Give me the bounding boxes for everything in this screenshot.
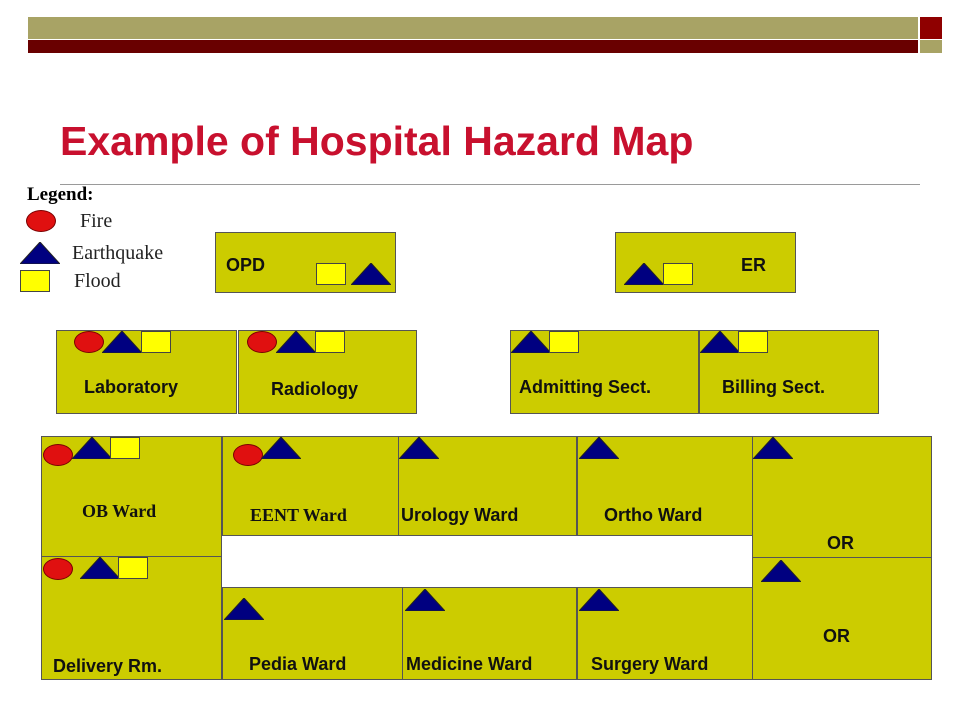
flood-icon [663, 263, 693, 285]
earthquake-icon [624, 263, 664, 285]
room-label: Urology Ward [401, 505, 519, 525]
earthquake-icon [276, 331, 316, 353]
earthquake-icon [579, 589, 619, 611]
room-label: OR [823, 626, 850, 646]
flood-icon [110, 437, 140, 459]
room-delivery-rm [41, 556, 222, 680]
earthquake-icon [72, 437, 112, 459]
earthquake-icon [405, 589, 445, 611]
room-label: Delivery Rm. [53, 656, 163, 676]
earthquake-icon [753, 437, 793, 459]
room-label: Surgery Ward [591, 654, 709, 674]
earthquake-icon [761, 560, 801, 582]
earthquake-icon [351, 263, 391, 285]
room-urology-ward [398, 436, 577, 536]
room-label: Pedia Ward [249, 654, 347, 674]
room-label: Billing Sect. [722, 377, 826, 397]
room-ortho-ward [577, 436, 753, 536]
legend-earthquake-icon [20, 242, 60, 264]
fire-icon [74, 331, 104, 353]
flood-icon [118, 557, 148, 579]
room-label: OB Ward [82, 501, 157, 521]
flood-icon [549, 331, 579, 353]
fire-icon [43, 558, 73, 580]
legend-flood-label: Flood [74, 270, 121, 292]
flood-icon [316, 263, 346, 285]
room-billing-sect [699, 330, 879, 414]
page-title: Example of Hospital Hazard Map [60, 118, 694, 164]
legend-flood-icon [20, 270, 50, 292]
earthquake-icon [261, 437, 301, 459]
header-bar-olive [28, 17, 918, 39]
earthquake-icon [224, 598, 264, 620]
earthquake-icon [399, 437, 439, 459]
corner-square-red [920, 17, 942, 39]
room-admitting-sect [510, 330, 699, 414]
legend-heading: Legend: [27, 184, 94, 205]
legend-fire-label: Fire [80, 210, 113, 232]
earthquake-icon [511, 331, 551, 353]
fire-icon [43, 444, 73, 466]
room-radiology [238, 330, 417, 414]
flood-icon [738, 331, 768, 353]
room-pedia-ward [222, 587, 403, 680]
room-medicine-ward [402, 587, 577, 680]
room-label: Medicine Ward [406, 654, 533, 674]
room-label: ER [741, 255, 767, 275]
fire-icon [233, 444, 263, 466]
fire-icon [247, 331, 277, 353]
room-surgery-ward [577, 587, 758, 680]
room-label: Radiology [271, 379, 359, 399]
room-label: Laboratory [84, 377, 179, 397]
room-label: Ortho Ward [604, 505, 703, 525]
room-label: OPD [226, 255, 266, 275]
earthquake-icon [579, 437, 619, 459]
room-er [615, 232, 796, 293]
room-label: OR [827, 533, 854, 553]
corner-square-olive [920, 40, 942, 53]
room-eent-ward [222, 436, 399, 536]
room-label: Admitting Sect. [519, 377, 652, 397]
earthquake-icon [102, 331, 142, 353]
earthquake-icon [80, 557, 120, 579]
earthquake-icon [700, 331, 740, 353]
header-bar-red [28, 40, 918, 53]
room-laboratory [56, 330, 237, 414]
room-opd [215, 232, 396, 293]
legend-fire-icon [26, 210, 56, 232]
room-ob-ward [41, 436, 222, 557]
legend-earthquake-label: Earthquake [72, 242, 164, 264]
room-label: EENT Ward [250, 505, 347, 525]
room-or-upper [752, 436, 932, 558]
room-or-lower [752, 557, 932, 680]
title-rule [60, 184, 920, 185]
flood-icon [141, 331, 171, 353]
flood-icon [315, 331, 345, 353]
